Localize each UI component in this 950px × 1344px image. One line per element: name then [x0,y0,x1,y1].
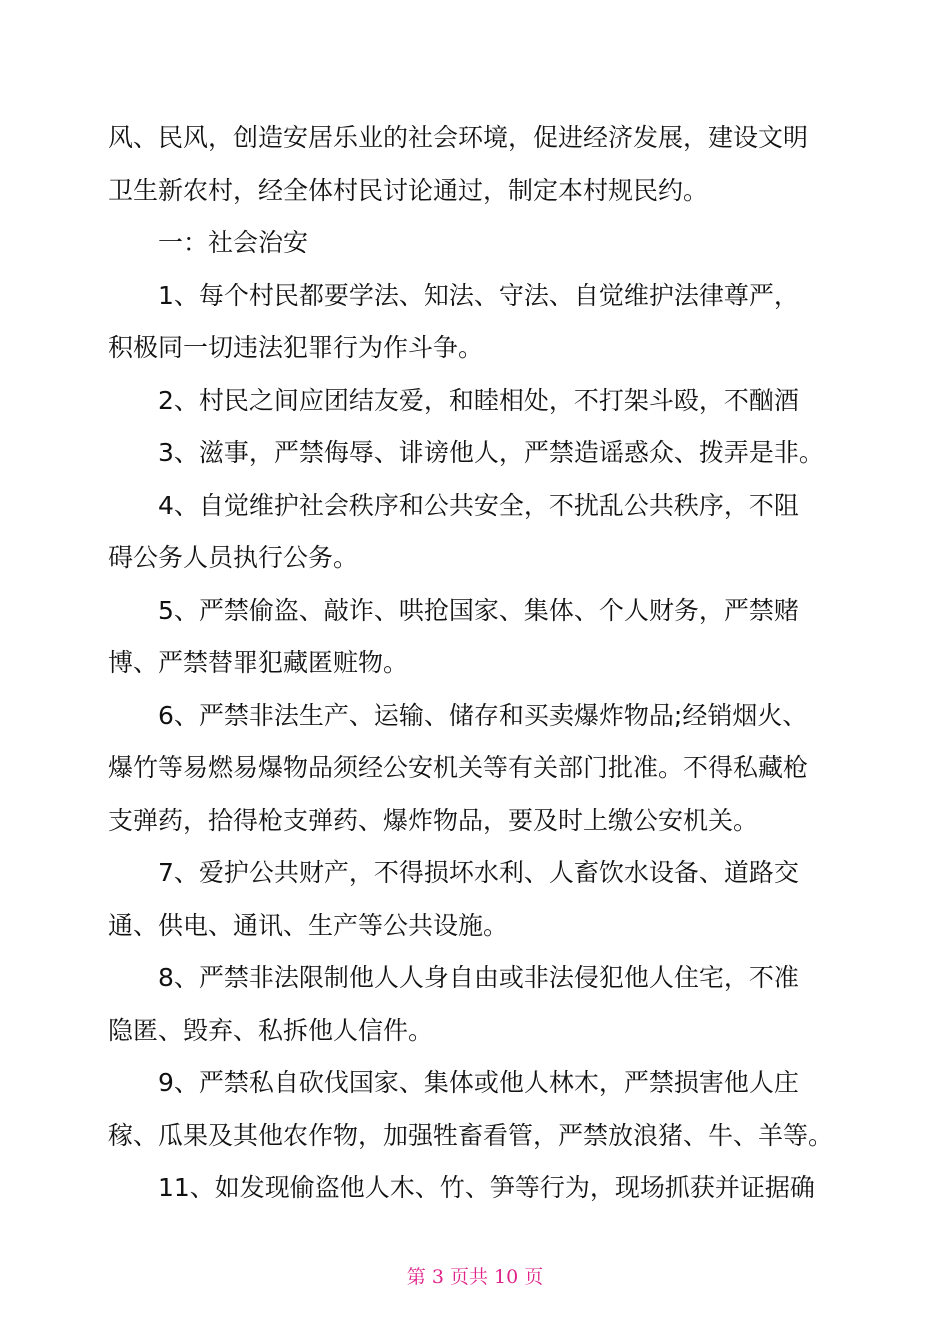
text-line: 碍公务人员执行公务。 [108,543,359,572]
text-line: 卫生新农村，经全体村民讨论通过，制定本村规民约。 [108,175,709,205]
text-line: 积极同一切违法犯罪行为作斗争。 [108,333,484,362]
section-heading: 一：社会治安 [158,228,309,257]
document-body [108,112,848,1215]
text-line: 爆竹等易燃易爆物品须经公安机关等有关部门批准。不得私藏枪 [108,753,809,782]
text-line: 通、供电、通讯、生产等公共设施。 [108,910,509,940]
text-line: 5、严禁偷盗、敲诈、哄抢国家、集体、个人财务，严禁赌 [158,595,799,625]
text-line: 7、爱护公共财产，不得损坏水利、人畜饮水设备、道路交 [158,858,799,887]
text-line: 2、村民之间应团结友爱，和睦相处，不打架斗殴，不酗酒 [158,385,799,415]
text-line: 8、严禁非法限制他人人身自由或非法侵犯他人住宅，不准 [158,963,799,992]
text-line: 9、严禁私自砍伐国家、集体或他人林木，严禁损害他人庄 [158,1068,799,1097]
text-line: 6、严禁非法生产、运输、储存和买卖爆炸物品;经销烟火、 [158,700,808,730]
text-line: 11、如发现偷盗他人木、竹、笋等行为，现场抓获并证据确 [158,1173,815,1202]
text-line: 隐匿、毁弃、私拆他人信件。 [108,1015,434,1045]
text-line: 稼、瓜果及其他农作物，加强牲畜看管，严禁放浪猪、牛、羊等。 [108,1120,834,1150]
text-line: 1、每个村民都要学法、知法、守法、自觉维护法律尊严， [158,280,799,310]
text-line: 风、民风，创造安居乐业的社会环境，促进经济发展，建设文明 [108,123,809,152]
text-line: 支弹药，拾得枪支弹药、爆炸物品，要及时上缴公安机关。 [108,805,759,835]
text-line: 4、自觉维护社会秩序和公共安全，不扰乱公共秩序，不阻 [158,490,799,520]
page-number-footer: 第 3 页共 10 页 [406,1266,544,1288]
text-line: 博、严禁替罪犯藏匿赃物。 [108,648,409,677]
text-line: 3、滋事，严禁侮辱、诽谤他人，严禁造谣惑众、拨弄是非。 [158,438,824,467]
